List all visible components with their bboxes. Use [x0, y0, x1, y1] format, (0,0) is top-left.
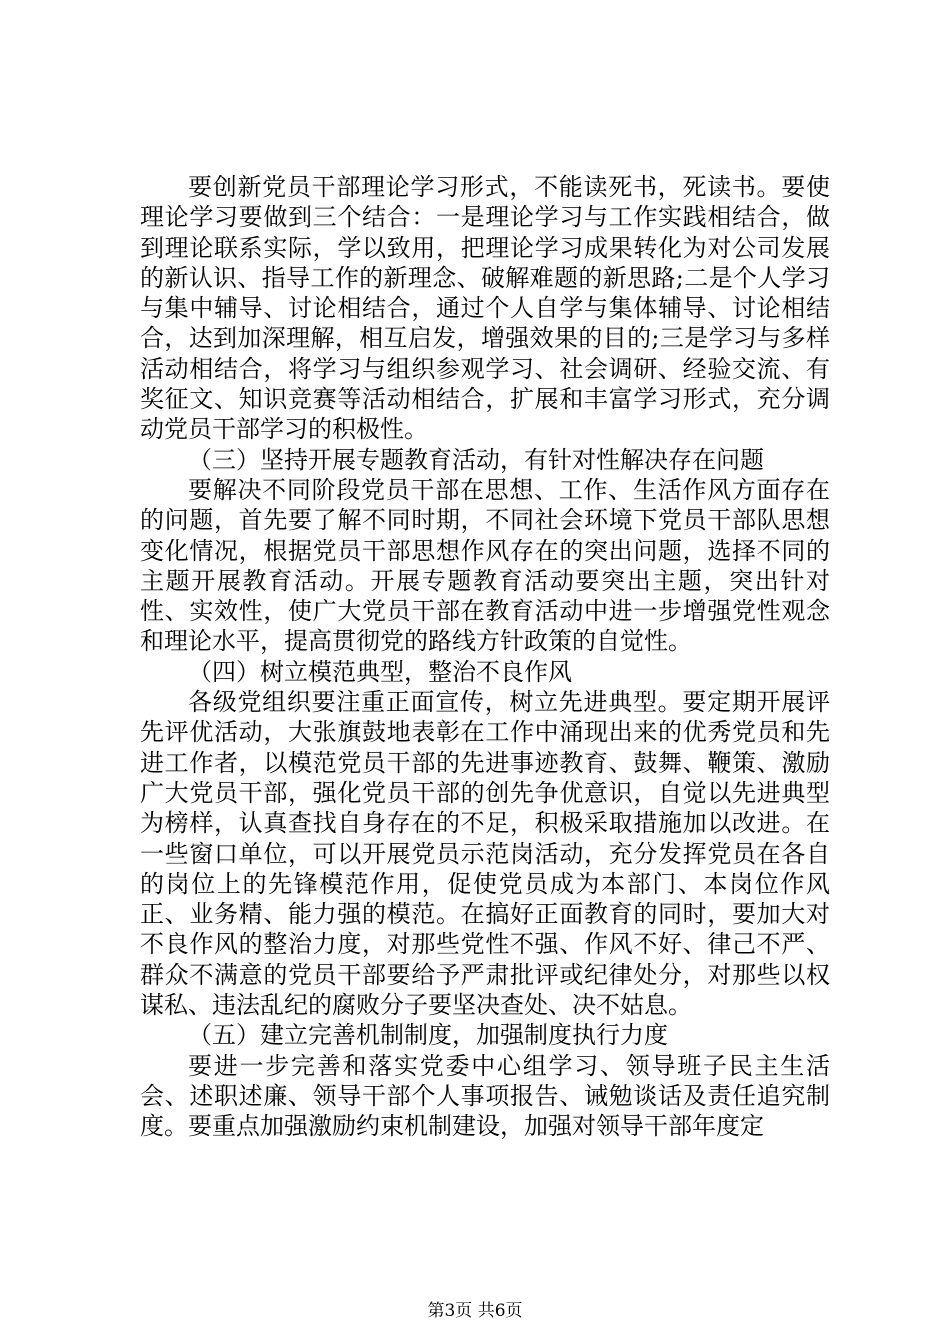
document-body — [140, 172, 830, 1142]
section-heading-5: （五）建立完善机制制度，加强制度执行力度 — [188, 1021, 668, 1050]
section-heading-3: （三）坚持开展专题教育活动，有针对性解决存在问题 — [188, 445, 764, 474]
paragraph-model-examples: 各级党组织要注重正面宣传，树立先进典型。要定期开展评先评优活动，大张旗鼓地表彰在工作中涌现出来的优秀党员和先进工作者，以模范党员干部的先进事迹教育、鼓舞、鞭策、激励广大党员干部，强化党员干部的创先争优意识，自觉以先进典型为榜样，认真查找自身存在的不足，积极采取措施加以改进。在一些窗口单位，可以开展党员示范岗活动，充分发挥党员在各自的岗位上的先锋模范作用，促使党员成为本部门、本岗位作风正、业务精、能力强的模范。在搞好正面教育的同时，要加大对不良作风的整治力度，对那些党性不强、作风不好、律己不严、群众不满意的党员干部要给予严肃批评或纪律处分，对那些以权谋私、违法乱纪的腐败分子要坚决查处、决不姑息。 — [140, 688, 830, 1020]
paragraph-study-forms: 要创新党员干部理论学习形式，不能读死书，死读书。要使理论学习要做到三个结合：一是理论学习与工作实践相结合，做到理论联系实际，学以致用，把理论学习成果转化为对公司发展的新认识、指导工作的新理念、破解难题的新思路;二是个人学习与集中辅导、讨论相结合，通过个人自学与集体辅导、讨论相结合，达到加深理解，相互启发，增强效果的目的;三是学习与多样活动相结合，将学习与组织参观学习、社会调研、经验交流、有奖征文、知识竞赛等活动相结合，扩展和丰富学习形式，充分调动党员干部学习的积极性。 — [140, 173, 830, 444]
paragraph-mechanism-system: 要进一步完善和落实党委中心组学习、领导班子民主生活会、述职述廉、领导干部个人事项报告、诫勉谈话及责任追究制度。要重点加强激励约束机制建设，加强对领导干部年度定 — [140, 1051, 830, 1141]
page-number: 第3页 共6页 — [427, 1301, 523, 1321]
paragraph-special-education: 要解决不同阶段党员干部在思想、工作、生活作风方面存在的问题，首先要了解不同时期，不同社会环境下党员干部队思想变化情况，根据党员干部思想作风存在的突出问题，选择不同的主题开展教育活动。开展专题教育活动要突出主题，突出针对性、实效性，使广大党员干部在教育活动中进一步增强党性观念和理论水平，提高贯彻党的路线方针政策的自觉性。 — [140, 475, 830, 656]
page-footer — [0, 1300, 950, 1322]
section-heading-4: （四）树立模范典型，整治不良作风 — [188, 657, 572, 686]
